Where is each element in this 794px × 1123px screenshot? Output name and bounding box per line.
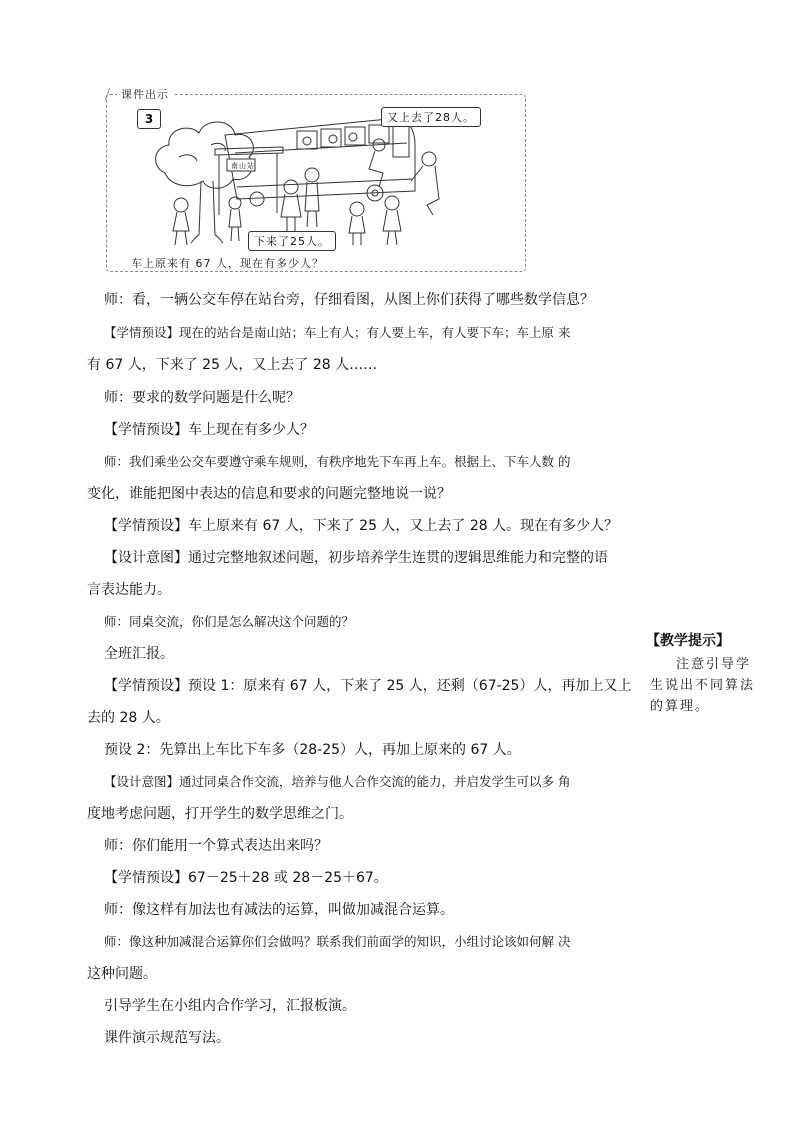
paragraph: 预设 2：先算出上车比下车多（28-25）人，再加上原来的 67 人。 (104, 742, 521, 758)
speech-bubble-up: 又上去了28人。 (381, 107, 481, 127)
paragraph: 师：像这种加减混合运算你们会做吗？联系我们前面学的知识，小组讨论该如何解 决 (104, 934, 571, 949)
teaching-tip-body (650, 654, 762, 717)
paragraph: 【学情预设】车上原来有 67 人，下来了 25 人，又上去了 28 人。现在有多少人？ (104, 518, 619, 534)
paragraph: 【学情预设】预设 1：原来有 67 人，下来了 25 人，还剩（67-25）人，再加上又上 (104, 678, 632, 694)
paragraph: 引导学生在小组内合作学习，汇报板演。 (104, 998, 356, 1014)
speech-bubble-down: 下来了25人。 (248, 231, 336, 251)
paragraph: 【设计意图】通过完整地叙述问题，初步培养学生连贯的逻辑思维能力和完整的语 (104, 550, 608, 566)
figure-number: 3 (137, 109, 161, 129)
paragraph: 师：同桌交流，你们是怎么解决这个问题的？ (104, 614, 355, 629)
figure-caption: 车上原来有 67 人，现在有多少人？ (131, 257, 324, 270)
station-sign-label: 南山站 (231, 162, 255, 170)
paragraph: 师：像这样有加法也有减法的运算，叫做加减混合运算。 (104, 902, 454, 918)
paragraph: 有 67 人，下来了 25 人，又上去了 28 人…… (87, 357, 378, 373)
teaching-tip-text: 注意引导学生说出不同算法的算理。 (650, 657, 756, 714)
paragraph: 言表达能力。 (87, 582, 171, 598)
paragraph: 度地考虑问题，打开学生的数学思维之门。 (87, 806, 353, 822)
paragraph: 师：我们乘坐公交车要遵守乘车规则，有秩序地先下车再上车。根据上、下车人数 的 (104, 454, 571, 469)
tree-illustration (156, 122, 254, 243)
courseware-figure (106, 88, 526, 272)
paragraph: 师：看，一辆公交车停在站台旁，仔细看图，从图上你们获得了哪些数学信息？ (104, 292, 594, 308)
paragraph: 【学情预设】现在的站台是南山站；车上有人；有人要上车，有人要下车；车上原 来 (104, 325, 571, 340)
figure-tab-label: 课件出示 (117, 86, 173, 102)
paragraph: 师：你们能用一个算式表达出来吗？ (104, 838, 328, 854)
paragraph: 这种问题。 (87, 966, 157, 982)
paragraph: 变化，谁能把图中表达的信息和要求的问题完整地说一说？ (87, 486, 451, 502)
paragraph: 师：要求的数学问题是什么呢？ (104, 390, 300, 406)
paragraph: 课件演示规范写法。 (104, 1030, 230, 1046)
paragraph: 全班汇报。 (104, 646, 174, 662)
paragraph: 去的 28 人。 (87, 710, 170, 726)
paragraph: 【学情预设】67－25＋28 或 28－25＋67。 (104, 870, 388, 886)
teaching-tip-title: 【教学提示】 (646, 633, 730, 649)
paragraph: 【学情预设】车上现在有多少人？ (104, 422, 314, 438)
paragraph: 【设计意图】通过同桌合作交流，培养与他人合作交流的能力，并启发学生可以多 角 (104, 774, 571, 789)
